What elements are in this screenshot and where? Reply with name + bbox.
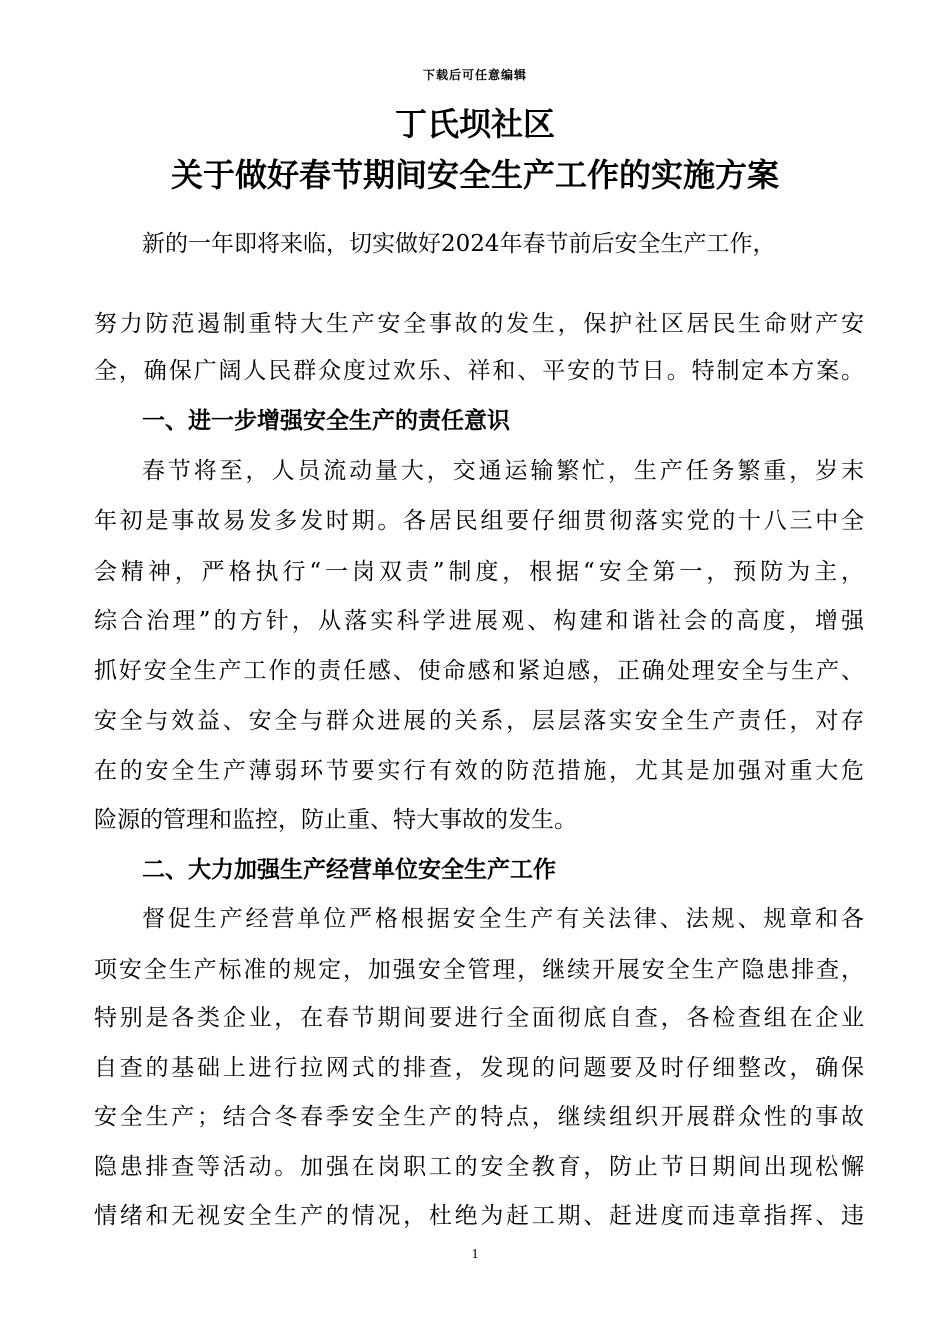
text-line: 险源的管理和监控，防止重、特大事故的发生。 — [94, 807, 577, 833]
text-line: 自查的基础上进行拉网式的排查，发现的问题要及时仔细整改，确保 — [94, 1055, 864, 1081]
text-line: 会精神，严格执行“一岗双责”制度，根据“安全第一，预防为主， — [94, 559, 864, 585]
text-line: 项安全生产标准的规定，加强安全管理，继续开展安全生产隐患排查， — [94, 957, 864, 983]
text-line: 在的安全生产薄弱环节要实行有效的防范措施，尤其是加强对重大危 — [94, 758, 864, 784]
document-title-line-2: 关于做好春节期间安全生产工作的实施方案 — [170, 156, 779, 194]
page-number: 1 — [471, 1247, 479, 1262]
text-line: 年初是事故易发多发时期。各居民组要仔细贯彻落实党的十八三中全 — [94, 508, 864, 534]
text-line: 春节将至，人员流动量大，交通运输繁忙，生产任务繁重，岁末 — [142, 458, 864, 484]
text-line: 综合治理”的方针，从落实科学进展观、构建和谐社会的高度，增强 — [94, 608, 864, 634]
text-line: 隐患排查等活动。加强在岗职工的安全教育，防止节日期间出现松懈 — [94, 1154, 864, 1180]
text-line: 全，确保广阔人民群众度过欢乐、祥和、平安的节日。特制定本方案。 — [94, 358, 864, 384]
text-line: 努力防范遏制重特大生产安全事故的发生，保护社区居民生命财产安 — [94, 311, 864, 337]
text-line: 情绪和无视安全生产的情况，杜绝为赶工期、赶进度而违章指挥、违 — [94, 1203, 864, 1229]
text-line: 特别是各类企业，在春节期间要进行全面彻底自查，各检查组在企业 — [94, 1005, 864, 1031]
text-line: 安全生产；结合冬春季安全生产的特点，继续组织开展群众性的事故 — [94, 1104, 864, 1130]
section-heading-1: 一、进一步增强安全生产的责任意识 — [142, 408, 510, 434]
text-line: 抓好安全生产工作的责任感、使命感和紧迫感，正确处理安全与生产、 — [94, 658, 864, 684]
header-note: 下载后可任意编辑 — [422, 68, 527, 82]
text-line: 新的一年即将来临，切实做好2024年春节前后安全生产工作， — [142, 231, 776, 257]
section-heading-2: 二、大力加强生产经营单位安全生产工作 — [142, 857, 556, 883]
document-title-line-1: 丁氏坝社区 — [394, 105, 555, 143]
text-line: 督促生产经营单位严格根据安全生产有关法律、法规、规章和各 — [142, 906, 864, 932]
text-line: 安全与效益、安全与群众进展的关系，层层落实安全生产责任，对存 — [94, 708, 864, 734]
